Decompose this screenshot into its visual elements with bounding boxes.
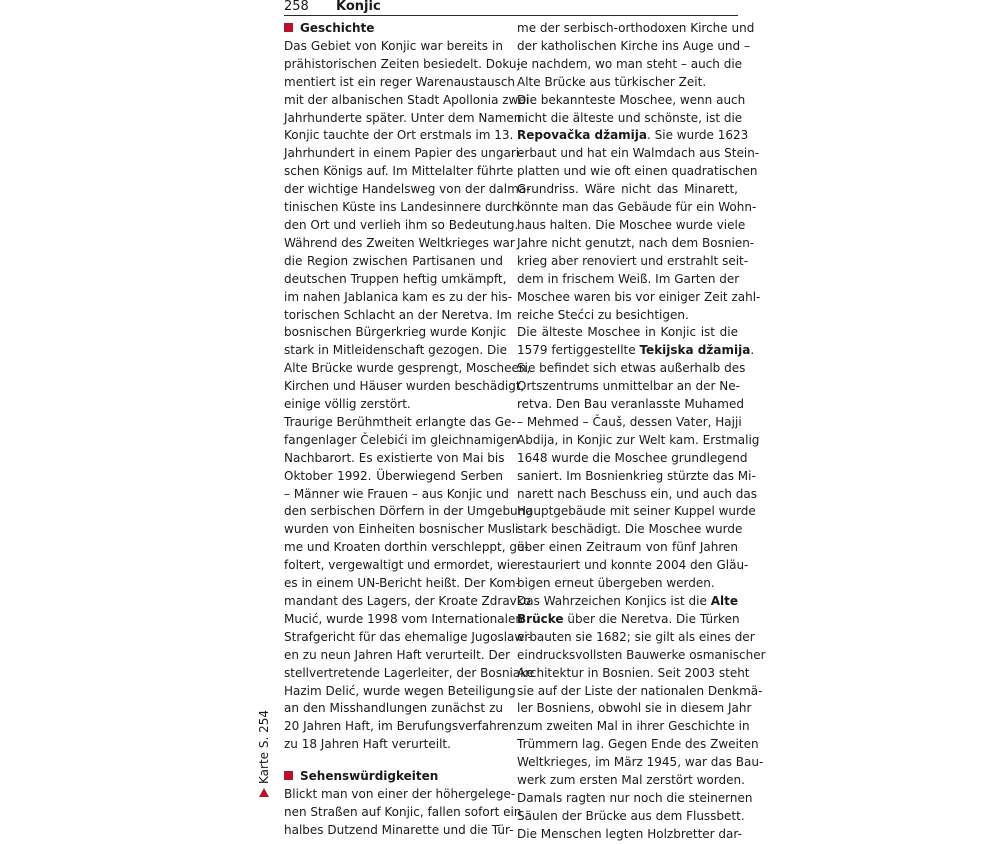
map-reference-tab[interactable] [257, 708, 271, 800]
section-heading-sehenswuerdigkeiten: Sehenswürdigkeiten [284, 768, 503, 786]
mosque-name-tekijska: Tekijska džamija [639, 343, 751, 358]
paragraph: Während des Zweiten Weltkrieges war die Region zwischen Partisanen und deutschen Truppen heftig umkämpft, im nahen Jablanica kam es zu der his- torischen Schlacht an der Neretva. Im bosnischen Bürgerkrieg wurde Konjic stark in Mitleidenschaft gezogen. Die Alte Brücke wurde gesprengt, Moscheen, Kirchen und Häuser wurden beschädigt, einige völlig zerstört. [284, 235, 531, 412]
paragraph: Das Gebiet von Konjic war bereits in prähistorischen Zeiten besiedelt. Doku- mentiert ist ein reger Warenaustausch mit der albanischen Stadt Apollonia zwei Jahrhunderte später. Unter dem Namen Konjic tauchte der Ort erstmals im 13. Jahrhundert in einem Papier des ungari- schen Königs auf. Im Mittelalter führte der wichtige Handelsweg von der dalma- tinischen Küste ins Landesinnere durch den Ort und verlieh ihm so Bedeutung. [284, 38, 531, 232]
running-header [284, 0, 738, 16]
paragraph: Die älteste Moschee in Konjic ist die 1579 fertiggestellte Tekijska džamija. Sie befindet sich etwas außerhalb des Ortszentrums unmittelbar an der Ne- retva. Den Bau veranlasste Muhamed – Mehmed – Čauš, dessen Vater, Hajji Abdija, in Konjic zur Welt kam. Erstmalig 1648 wurde die Moschee grundlegend saniert. Im Bosnienkrieg stürzte das Mi- narett nach Beschuss ein, und auch das Hauptgebäude mit seiner Kuppel wurde stark beschädigt. Die Moschee wurde über einen Zeitraum von fünf Jahren restauriert und konnte 2004 den Gläu- bigen erneut übergeben werden. [517, 325, 760, 591]
paragraph: Blickt man von einer der höhergelege- nen Straßen auf Konjic, fallen sofort ein halbes Dutzend Minarette und die Tür- [284, 787, 522, 837]
section-heading-geschichte: Geschichte [284, 20, 503, 38]
landmark-name-bruecke: Brücke [517, 611, 564, 626]
map-reference-label: Karte S. 254 [257, 710, 271, 784]
landmark-name-alte: Alte [710, 594, 738, 608]
mosque-name-repovacka: Repovačka džamija [517, 128, 648, 143]
paragraph: Traurige Berühmtheit erlangte das Ge- fangenlager Čelebići im gleichnamigen Nachbarort. Es existierte von Mai bis Oktober 1992. Überwiegend Serben – Männer wie Frauen – aus Konjic und den serbischen Dörfern in der Umgebung wurden von Einheiten bosnischer Musli- me und Kroaten dorthin verschleppt, ge- foltert, vergewaltigt und ermordet, wie es in einem UN-Bericht heißt. Der Kom- mandant des Lagers, der Kroate Zdravko Mucić, wurde 1998 vom Internationalen Strafgericht für das ehemalige Jugoslawi- en zu neun Jahren Haft verurteilt. Der stellvertretende Lagerleiter, der Bosniake Hazim Delić, wurde wegen Beteiligung an den Misshandlungen zunächst zu 20 Jahren Haft, im Berufungsverfahren zu 18 Jahren Haft verurteilt. [284, 414, 535, 752]
red-square-bullet-icon [284, 771, 293, 780]
paragraph: Das Wahrzeichen Konjics ist die Alte Brücke über die Neretva. Die Türken erbauten sie 1682; sie gilt als eines der eindrucksvollsten Bauwerke osmanischer Architektur in Bosnien. Seit 2003 steht sie auf der Liste der nationalen Denkmä- ler Bosniens, obwohl sie in diesem Jahr zum zweiten Mal in ihrer Geschichte in Trümmern lag. Gegen Ende des Zweiten Weltkrieges, im März 1945, war das Bau- werk zum ersten Mal zerstört worden. Damals ragten nur noch die steinernen Säulen der Brücke aus dem Flussbett. Die Menschen legten Holzbretter dar- [517, 594, 766, 841]
left-column [284, 20, 535, 840]
triangle-marker-icon [259, 788, 269, 797]
right-column [517, 20, 766, 844]
red-square-bullet-icon [284, 23, 293, 32]
paragraph: Die bekannteste Moschee, wenn auch nicht die älteste und schönste, ist die Repovačka džamija. Sie wurde 1623 erbaut und hat ein Walmdach aus Stein- platten und wie oft einen quadratischen Grundriss. Wäre nicht das Minarett, könnte man das Gebäude für ein Wohn- haus halten. Die Moschee wurde viele Jahre nicht genutzt, nach dem Bosnien- krieg aber renoviert und erstrahlt seit- dem in frischem Weiß. Im Garten der Moschee waren bis vor einiger Zeit zahl- reiche Stećci zu besichtigen. [517, 92, 761, 322]
paragraph: me der serbisch-orthodoxen Kirche und der katholischen Kirche ins Auge und – je nachdem, wo man steht – auch die Alte Brücke aus türkischer Zeit. [517, 21, 755, 89]
page-number: 258 [284, 0, 309, 14]
chapter-title: Konjic [336, 0, 381, 14]
